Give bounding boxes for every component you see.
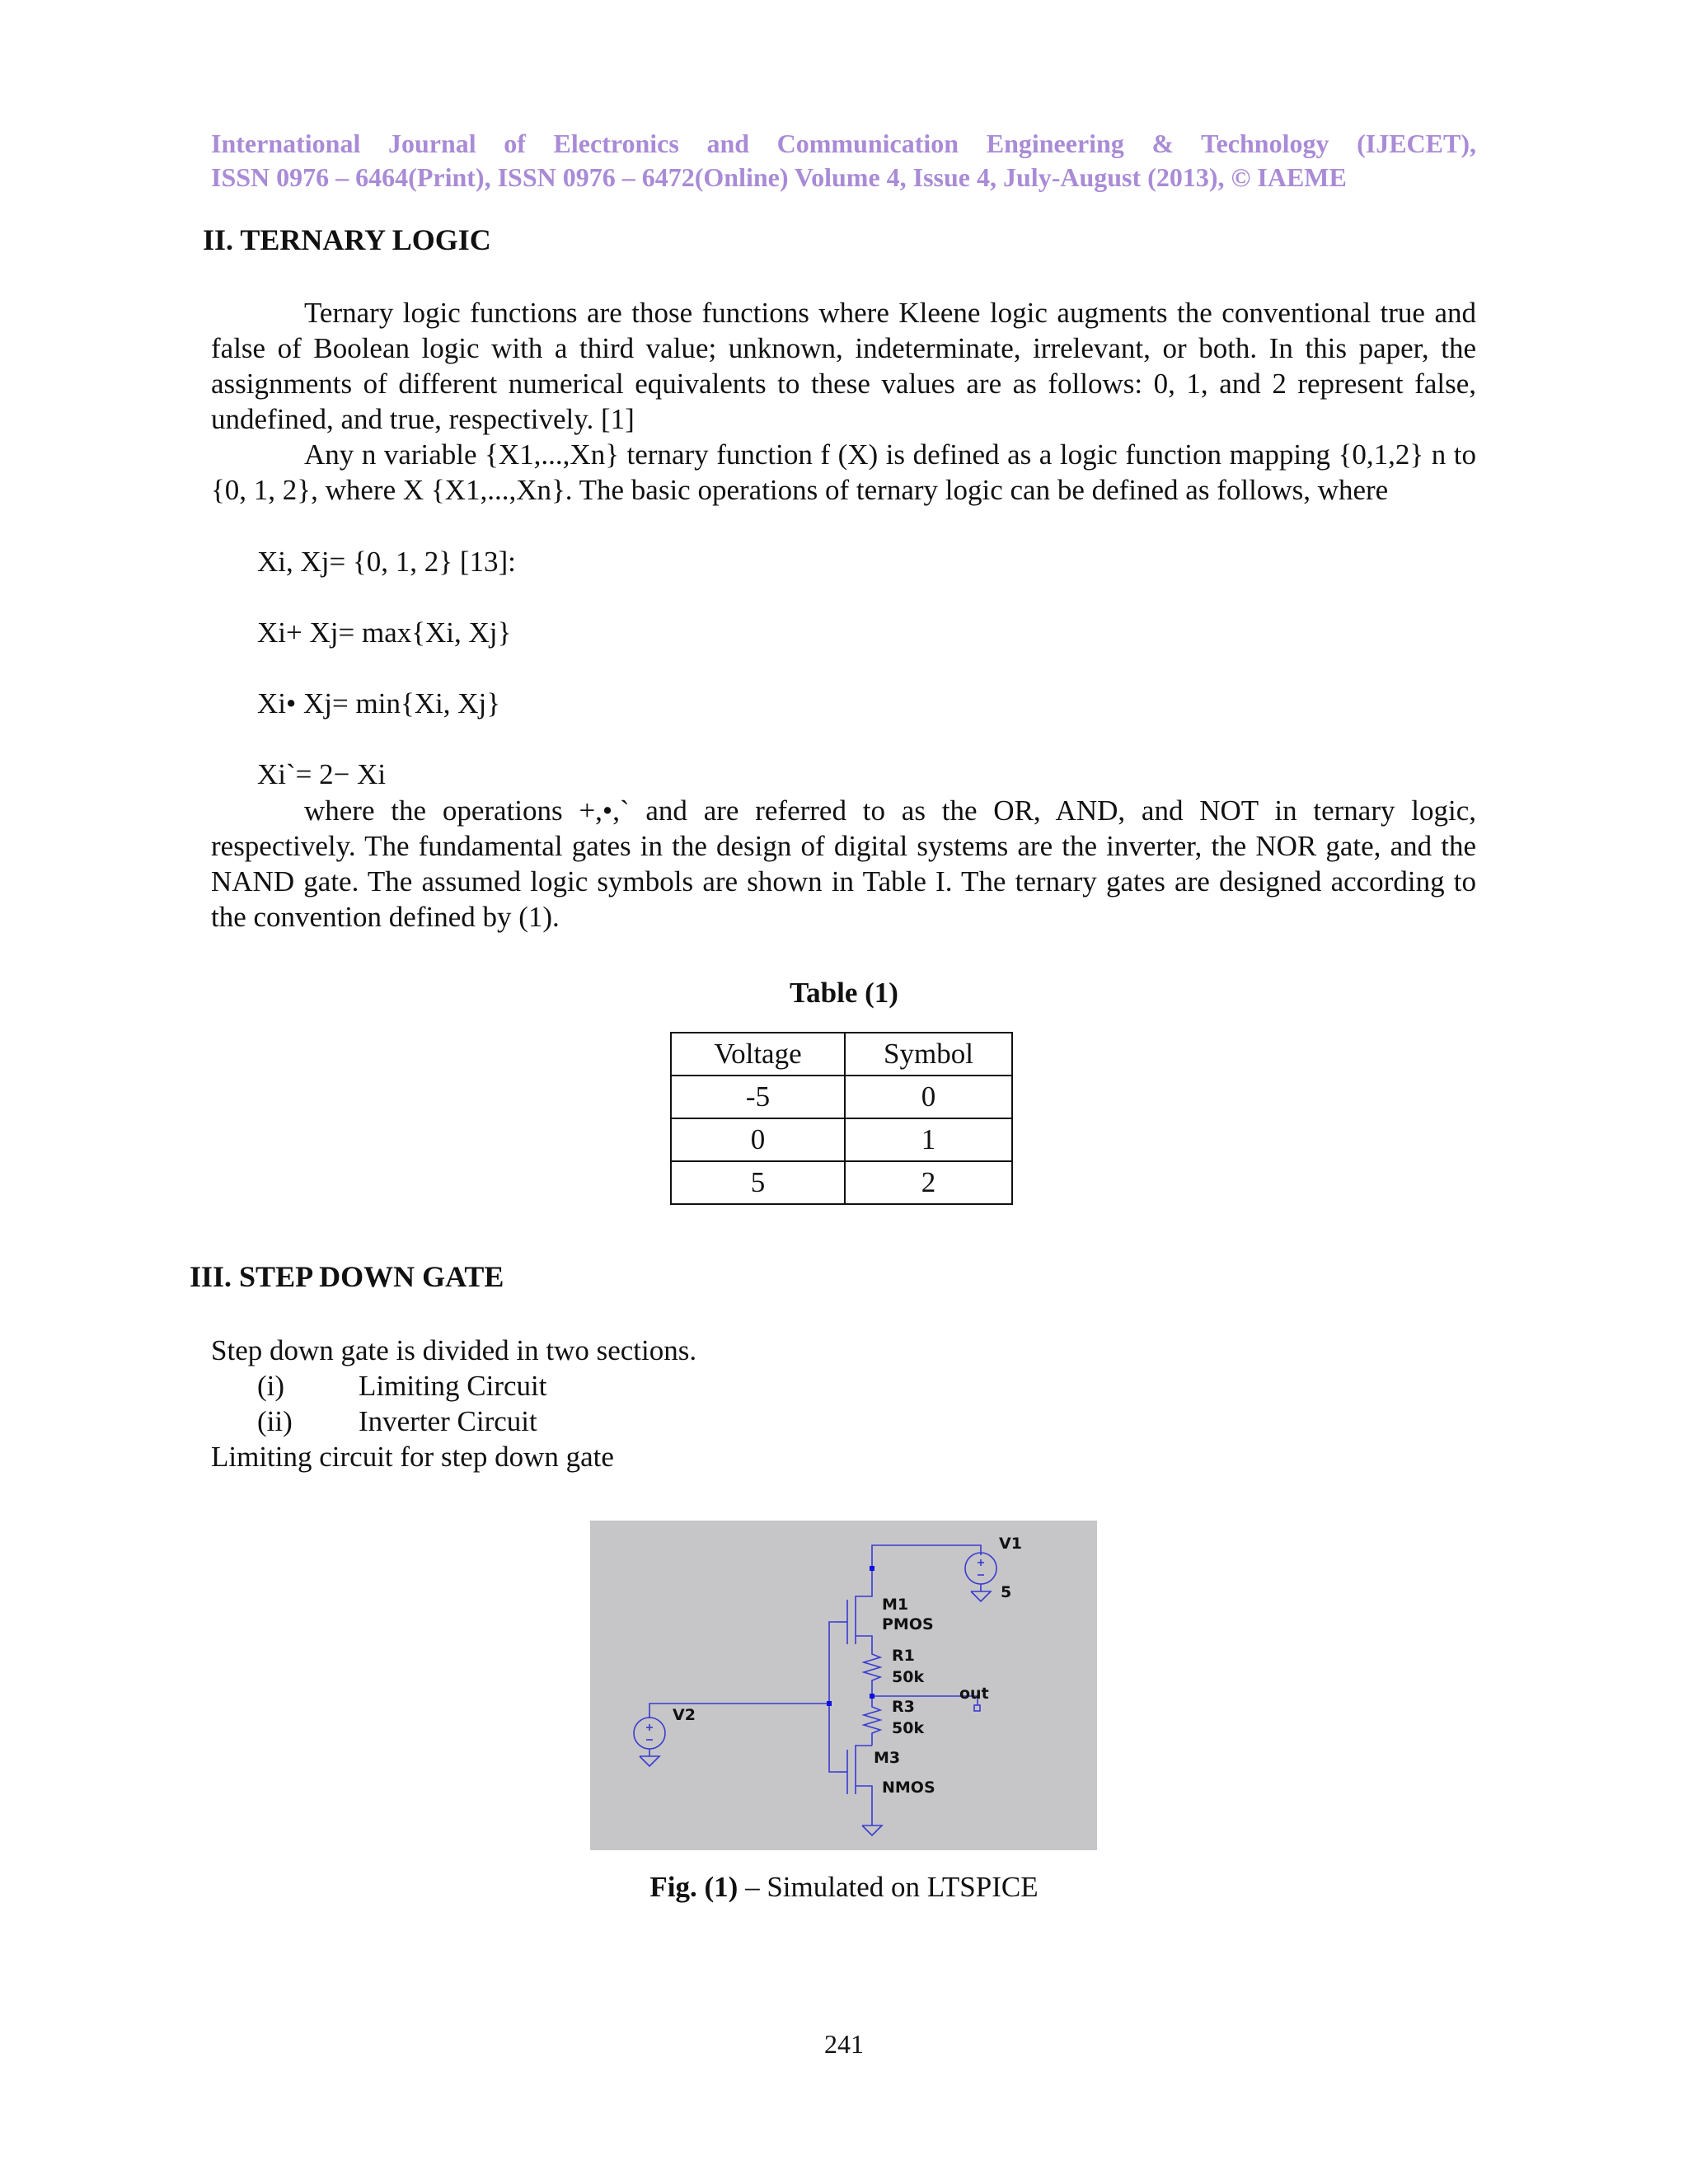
table-title: Table (1) [790, 977, 898, 1009]
table-cell: 2 [845, 1161, 1012, 1204]
table-row [671, 1118, 1012, 1161]
section-heading-ternary-logic: II. TERNARY LOGIC [203, 223, 491, 256]
label-nmos: NMOS [882, 1779, 935, 1797]
voltage-symbol-table [670, 1032, 1013, 1205]
figure-caption [0, 1871, 1688, 1904]
formula-domain: Xi, Xj= {0, 1, 2} [13]: [257, 546, 516, 578]
label-r3-value: 50k [892, 1719, 925, 1737]
table-cell: 5 [671, 1161, 845, 1204]
ltspice-circuit-figure [590, 1521, 1097, 1850]
list-item-number: (ii) [257, 1405, 293, 1437]
page-number: 241 [824, 2029, 864, 2059]
table-header-symbol: Symbol [845, 1033, 1012, 1076]
table-cell: -5 [671, 1076, 845, 1118]
paragraph-ternary-function [211, 437, 1476, 508]
table-header-row [671, 1033, 1012, 1076]
journal-header-line1: International Journal of Electronics and Communication Engineering & Technology (IJECET), [211, 129, 1476, 158]
label-v1-value: 5 [1001, 1583, 1012, 1601]
paragraph-operations [211, 793, 1476, 935]
label-m3: M3 [874, 1749, 901, 1767]
table-cell: 0 [845, 1076, 1012, 1118]
table-cell: 0 [671, 1118, 845, 1161]
table-header-voltage: Voltage [671, 1033, 845, 1076]
paragraph-ternary-function-text: Any n variable {X1,...,Xn} ternary function f (X) is defined as a logic function mapping {0,1,2} n to {0, 1, 2}, where X {X1,...,Xn}. The basic operations of ternary logic can be defined as follows, where [211, 438, 1476, 506]
paragraph-ternary-intro-text: Ternary logic functions are those functions where Kleene logic augments the conventional true and false of Boolean logic with a third value; unknown, indeterminate, irrelevant, or both. In this paper, the assignments of different numerical equivalents to these values are as follows: 0, 1, and 2 represent false, undefined, and true, respectively. [1] [211, 297, 1476, 435]
label-pmos: PMOS [882, 1615, 934, 1633]
label-v2: V2 [673, 1706, 696, 1724]
table-cell: 1 [845, 1118, 1012, 1161]
figure-caption-text: – Simulated on LTSPICE [738, 1871, 1039, 1903]
list-item-label: Inverter Circuit [359, 1405, 537, 1437]
label-r1-value: 50k [892, 1668, 925, 1686]
step-down-outro: Limiting circuit for step down gate [211, 1441, 614, 1473]
formula-not: Xi`= 2− Xi [257, 758, 387, 790]
label-r1: R1 [892, 1647, 915, 1665]
journal-header-line2: ISSN 0976 – 6464(Print), ISSN 0976 – 6472(Online) Volume 4, Issue 4, July-August (2013), © IAEME [211, 162, 1347, 192]
figure-caption-label: Fig. (1) [649, 1871, 738, 1903]
circuit-schematic [590, 1521, 1097, 1850]
paragraph-ternary-intro [211, 295, 1476, 437]
step-down-intro: Step down gate is divided in two sections. [211, 1334, 697, 1366]
list-item-number: (i) [257, 1370, 285, 1402]
label-m1: M1 [882, 1596, 909, 1614]
table-row [671, 1161, 1012, 1204]
label-r3: R3 [892, 1698, 915, 1716]
list-item [211, 1404, 696, 1439]
label-v1: V1 [999, 1535, 1022, 1553]
journal-header [211, 127, 1476, 194]
formula-or: Xi+ Xj= max{Xi, Xj} [257, 616, 512, 649]
paragraph-operations-text: where the operations +,•,` and are referred to as the OR, AND, and NOT in ternary logic, respectively. The fundamental gates in the design of digital systems are the inverter, the NOR gate, and the NAND gate. The assumed logic symbols are shown in Table I. The ternary gates are designed according to the convention defined by (1). [211, 794, 1476, 933]
section-heading-step-down-gate: III. STEP DOWN GATE [190, 1260, 504, 1293]
table-row [671, 1076, 1012, 1118]
list-item [211, 1368, 696, 1404]
list-item-label: Limiting Circuit [359, 1370, 547, 1402]
step-down-sections [211, 1333, 696, 1474]
label-out: out [959, 1685, 989, 1703]
formula-and: Xi• Xj= min{Xi, Xj} [257, 687, 501, 719]
